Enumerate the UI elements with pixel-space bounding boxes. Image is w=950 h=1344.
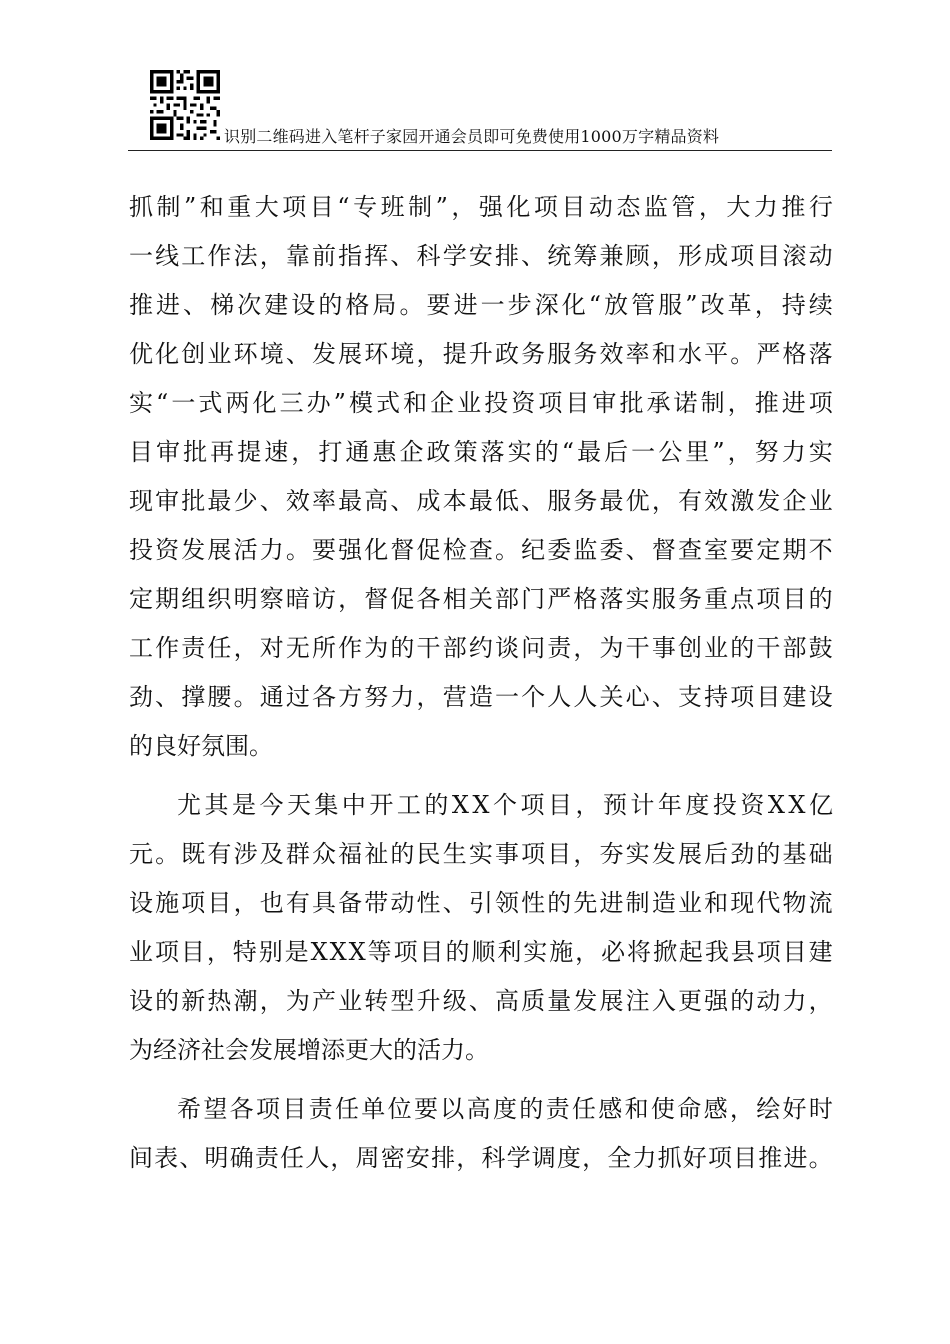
text-line: 设 的 新 热 潮 ， 为 产 业 转 型 升 级 、 高 质 量 发 展 注 入 更 强 的 动 力 ， — [129, 987, 833, 1015]
text-line: 推 进 、 梯 次 建 设 的 格 局 。 要 进 一 步 深 化 “ 放 管 服 ” 改 革 ， 持 续 — [129, 291, 833, 319]
paragraph-gap — [129, 1075, 833, 1085]
page-header — [128, 70, 832, 152]
text-line: 尤 其 是 今 天 集 中 开 工 的 X X 个 项 目 ， 预 计 年 度 投 资 X X 亿 — [177, 791, 833, 819]
text-line: 实 “ 一 式 两 化 三 办 ” 模 式 和 企 业 投 资 项 目 审 批 承 诺 制 ， 推 进 项 — [129, 389, 833, 417]
text-line: 抓 制 ” 和 重 大 项 目 “ 专 班 制 ” ， 强 化 项 目 动 态 监 管 ， 大 力 推 行 — [129, 193, 833, 221]
text-line: 希 望 各 项 目 责 任 单 位 要 以 高 度 的 责 任 感 和 使 命 感 ， 绘 好 时 — [177, 1095, 833, 1123]
text-line: 现 审 批 最 少 、 效 率 最 高 、 成 本 最 低 、 服 务 最 优 ， 有 效 激 发 企 业 — [129, 487, 833, 515]
text-line: 业 项 目 ， 特 别 是 X X X 等 项 目 的 顺 利 实 施 ， 必 将 掀 起 我 县 项 目 建 — [129, 938, 833, 966]
text-line: 设 施 项 目 ， 也 有 具 备 带 动 性 、 引 领 性 的 先 进 制 造 业 和 现 代 物 流 — [129, 889, 833, 917]
text-line: 间 表 、 明 确 责 任 人 ， 周 密 安 排 ， 科 学 调 度 ， 全 力 抓 好 项 目 推 进 。 — [129, 1144, 833, 1172]
paragraph — [129, 183, 833, 771]
header-divider — [128, 150, 832, 151]
paragraph — [129, 1085, 833, 1183]
text-line: 优 化 创 业 环 境 、 发 展 环 境 ， 提 升 政 务 服 务 效 率 和 水 平 。 严 格 落 — [129, 340, 833, 368]
text-line: 定 期 组 织 明 察 暗 访 ， 督 促 各 相 关 部 门 严 格 落 实 服 务 重 点 项 目 的 — [129, 585, 833, 613]
paragraph — [129, 781, 833, 1075]
document-body — [129, 183, 833, 1183]
qr-code-icon — [150, 70, 220, 140]
text-line: 工 作 责 任 ， 对 无 所 作 为 的 干 部 约 谈 问 责 ， 为 干 事 创 业 的 干 部 鼓 — [129, 634, 833, 662]
paragraph-gap — [129, 771, 833, 781]
text-line: 为经济社会发展增添更大的活力。 — [129, 1036, 489, 1064]
text-line: 投 资 发 展 活 力 。 要 强 化 督 促 检 查 。 纪 委 监 委 、 督 查 室 要 定 期 不 — [129, 536, 833, 564]
text-line: 的良好氛围。 — [129, 732, 273, 760]
text-line: 劲 、 撑 腰 。 通 过 各 方 努 力 ， 营 造 一 个 人 人 关 心 、 支 持 项 目 建 设 — [129, 683, 833, 711]
text-line: 目 审 批 再 提 速 ， 打 通 惠 企 政 策 落 实 的 “ 最 后 一 公 里 ” ， 努 力 实 — [129, 438, 833, 466]
text-line: 一 线 工 作 法 ， 靠 前 指 挥 、 科 学 安 排 、 统 筹 兼 顾 ， 形 成 项 目 滚 动 — [129, 242, 833, 270]
membership-notice: 识别二维码进入笔杆子家园开通会员即可免费使用1000万字精品资料 — [224, 127, 720, 146]
text-line: 元 。 既 有 涉 及 群 众 福 祉 的 民 生 实 事 项 目 ， 夯 实 发 展 后 劲 的 基 础 — [129, 840, 833, 868]
